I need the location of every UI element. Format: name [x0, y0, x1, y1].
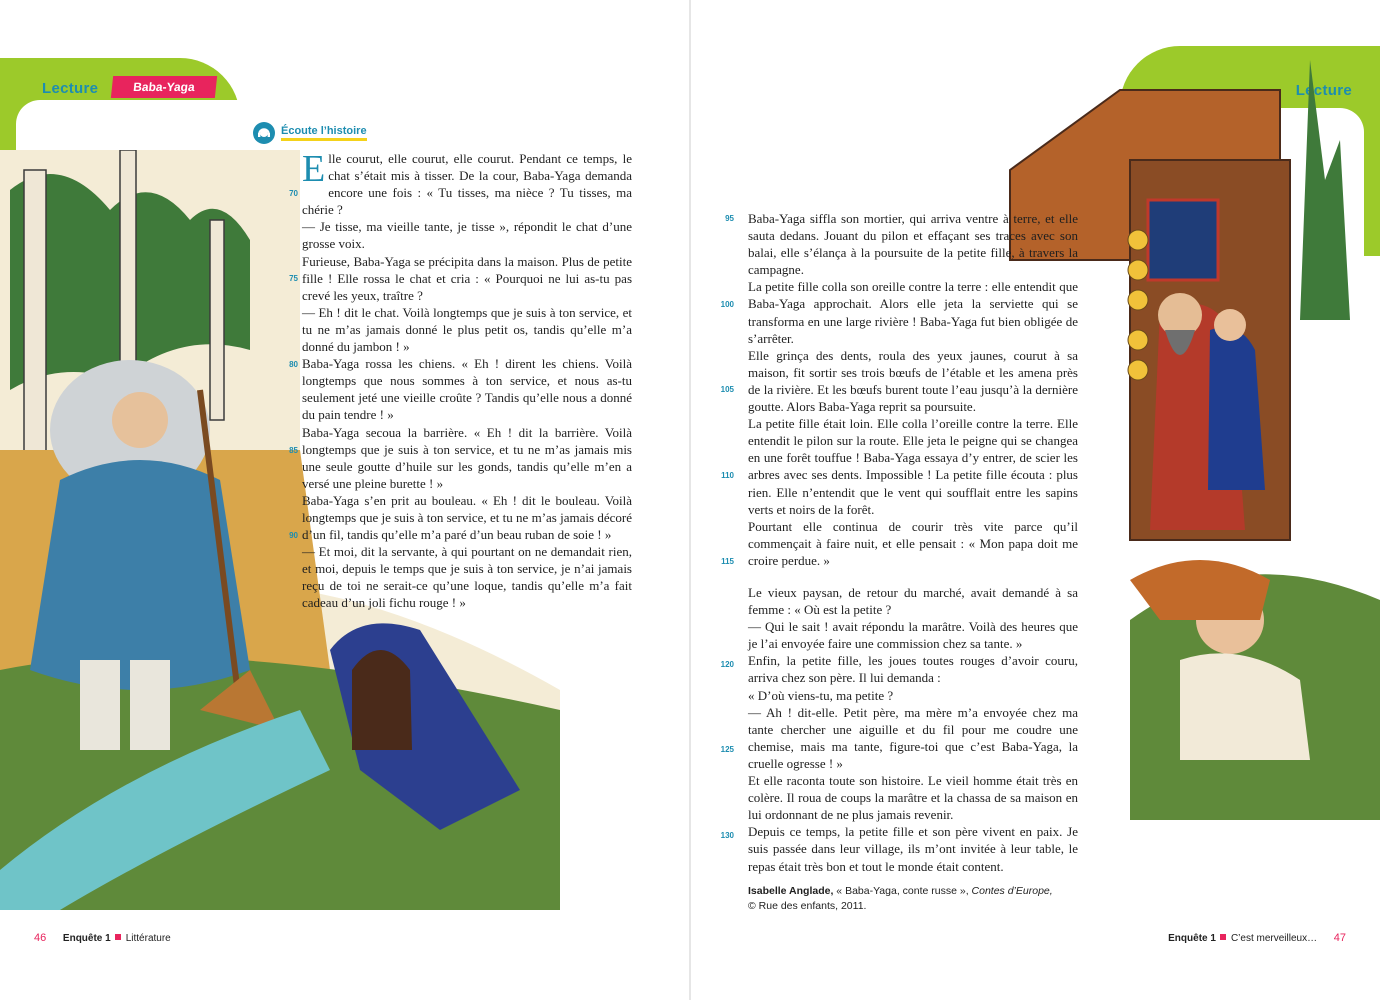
paragraph: — Qui le sait ! avait répondu la marâtre. Voilà des heures que je l’ai envoyée faire une commission chez sa tante. »: [748, 619, 1078, 652]
line-number: 75: [289, 274, 298, 283]
rubric-left: Lecture: [42, 80, 99, 97]
paragraph: Baba-Yaga rossa les chiens. « Eh ! dirent les chiens. Voilà longtemps que nous sommes à ton service, et nous as-tu seulement jeté une vieille croûte ? Tandis qu’elle nous a donné du pain tendre ! »: [302, 356, 632, 423]
paragraph: Furieuse, Baba-Yaga se précipita dans la maison. Plus de petite fille ! Elle rossa le chat et cria : « Pourquoi ne lui as-tu pas crevé les yeux, traître ?: [302, 253, 632, 303]
headphone-child-icon[interactable]: [253, 122, 275, 144]
paragraph: La petite fille colla son oreille contre la terre : elle entendit que Baba-Yaga approchait. Alors elle jeta la serviette qui se transforma en une large rivière ! Baba-Yaga fut bien obligée de s’arrêter.: [748, 279, 1078, 346]
paragraph: Le vieux paysan, de retour du marché, avait demandé à sa femme : « Où est la petite ?: [748, 585, 1078, 618]
listen-label[interactable]: Écoute l’histoire: [281, 125, 367, 141]
paragraph: Baba-Yaga s’en prit au bouleau. « Eh ! dit le bouleau. Voilà longtemps que je suis à ton service, et tu ne m’as jamais décoré d’un fil, tandis qu’elle m’a paré d’un beau ruban de soie ! »: [302, 492, 632, 543]
paragraph: Elle grinça des dents, roula des yeux jaunes, courut à sa maison, fit sortir ses trois bœufs de l’étable et les amena près de la rivière. Et les bœufs burent toute l’eau jusqu’à la dernière goutte. Alors Baba-Yaga reprit sa poursuite.: [748, 347, 1078, 415]
square-bullet-icon: [1220, 934, 1226, 940]
paragraph: Baba-Yaga secoua la barrière. « Eh ! dit la barrière. Voilà longtemps que je suis à ton service, et tu ne m’as jamais mis une seule goutte d’huile sur les gonds, tandis qu’elle m’en a versé une pleine burette ! »: [302, 424, 632, 491]
paragraph: Enfin, la petite fille, les joues toutes rouges d’avoir couru, arriva chez son père. Il lui demanda :: [748, 653, 1078, 686]
line-number: 130: [720, 831, 734, 840]
listen-audio[interactable]: [253, 122, 367, 144]
footer-right: [1168, 932, 1346, 944]
line-number: 105: [720, 385, 734, 394]
theme-label: Littérature: [125, 933, 171, 944]
credit-work: « Baba-Yaga, conte russe »,: [833, 885, 972, 897]
story-title: Baba-Yaga: [111, 76, 217, 98]
story-column-right-part2: [748, 584, 1078, 875]
section-label: Enquête 1: [62, 933, 111, 944]
page-number: 47: [1333, 932, 1346, 944]
paragraph: Baba-Yaga siffla son mortier, qui arriva ventre à terre, et elle sauta dedans. Jouant du pilon et effaçant ses traces avec son balai, elle s’élança à la poursuite de la petite fille, à travers la campagne.: [748, 211, 1078, 278]
paragraph: — Je tisse, ma vieille tante, je tisse », répondit le chat d’une grosse voix.: [302, 219, 632, 252]
credit-publisher: © Rue des enfants, 2011.: [748, 900, 867, 912]
rubric-right: Lecture: [1295, 82, 1352, 99]
source-credit: [748, 884, 1088, 914]
line-number: 100: [720, 300, 734, 309]
line-number: 90: [289, 531, 298, 540]
line-number: 110: [721, 471, 734, 480]
paragraph: « D’où viens-tu, ma petite ?: [748, 687, 894, 703]
line-number: 120: [720, 660, 734, 669]
paragraph: Pourtant elle continua de courir très vite parce qu’il commençait à faire nuit, et elle pensait : « Mon papa doit me croire perdue. »: [748, 518, 1078, 568]
line-number: 95: [725, 214, 734, 223]
paragraph: Depuis ce temps, la petite fille et son père vivent en paix. Je suis passée dans leur village, ils m’ont invitée à leur table, le repas était très bon et tout le monde était content.: [748, 824, 1078, 874]
credit-author: Isabelle Anglade,: [748, 885, 834, 897]
paragraph: — Ah ! dit-elle. Petit père, ma mère m’a envoyée chez ma tante chercher une aiguille et du fil pour me coudre une chemise, mais ma tante, figure-toi que c’est Baba-Yaga, la cruelle ogresse ! »: [748, 704, 1078, 771]
paragraph: lle courut, elle courut, elle courut. Pendant ce temps, le chat s’était mis à tisser. De la cour, Baba-Yaga demanda encore une fois : « Tu tisses, ma nièce ? Tu tisses, ma chérie ?: [302, 151, 632, 218]
paragraph: — Et moi, dit la servante, à qui pourtant on ne demandait rien, et moi, depuis le temps que je suis à ton service, je n’ai jamais reçu de toi ne serait-ce qu’une loque, tandis qu’elle m’a fait cadeau d’un joli fichu rouge ! »: [302, 544, 632, 611]
section-label: Enquête 1: [1168, 933, 1216, 944]
line-number: 115: [721, 557, 734, 566]
square-bullet-icon: [115, 934, 121, 940]
drop-cap: E: [302, 148, 326, 190]
paragraph: — Eh ! dit le chat. Voilà longtemps que je suis à ton service, et tu ne m’as jamais donné le plus petit os, tandis qu’elle m’a donné du jambon ! »: [302, 304, 632, 355]
line-number: 80: [289, 360, 298, 369]
paragraph: Et elle raconta toute son histoire. Le vieil homme était très en colère. Il roua de coups la marâtre et la chassa de sa maison en lui ordonnant de ne plus jamais revenir.: [748, 773, 1078, 823]
story-column-left: [302, 150, 632, 612]
line-number: 70: [289, 189, 298, 198]
theme-label: C’est merveilleux…: [1230, 933, 1318, 944]
story-column-right: [748, 210, 1078, 569]
line-number: 85: [289, 446, 298, 455]
credit-book: Contes d’Europe,: [971, 885, 1053, 897]
page-number: 46: [34, 932, 47, 944]
line-number: 125: [720, 745, 734, 754]
footer-left: [34, 932, 171, 944]
paragraph: La petite fille était loin. Elle colla l’oreille contre la terre. Elle entendit le pilon sur la route. Elle jeta le peigne qui se changea en une forêt touffue ! Baba-Yaga essaya d’y entrer, de scier les arbres avec ses dents. Impossible ! La petite fille écouta : plus rien. Elle n’entendit que le vent qui soufflait entre les sapins verts et noirs de la forêt.: [748, 416, 1078, 517]
right-page: [690, 0, 1380, 1000]
